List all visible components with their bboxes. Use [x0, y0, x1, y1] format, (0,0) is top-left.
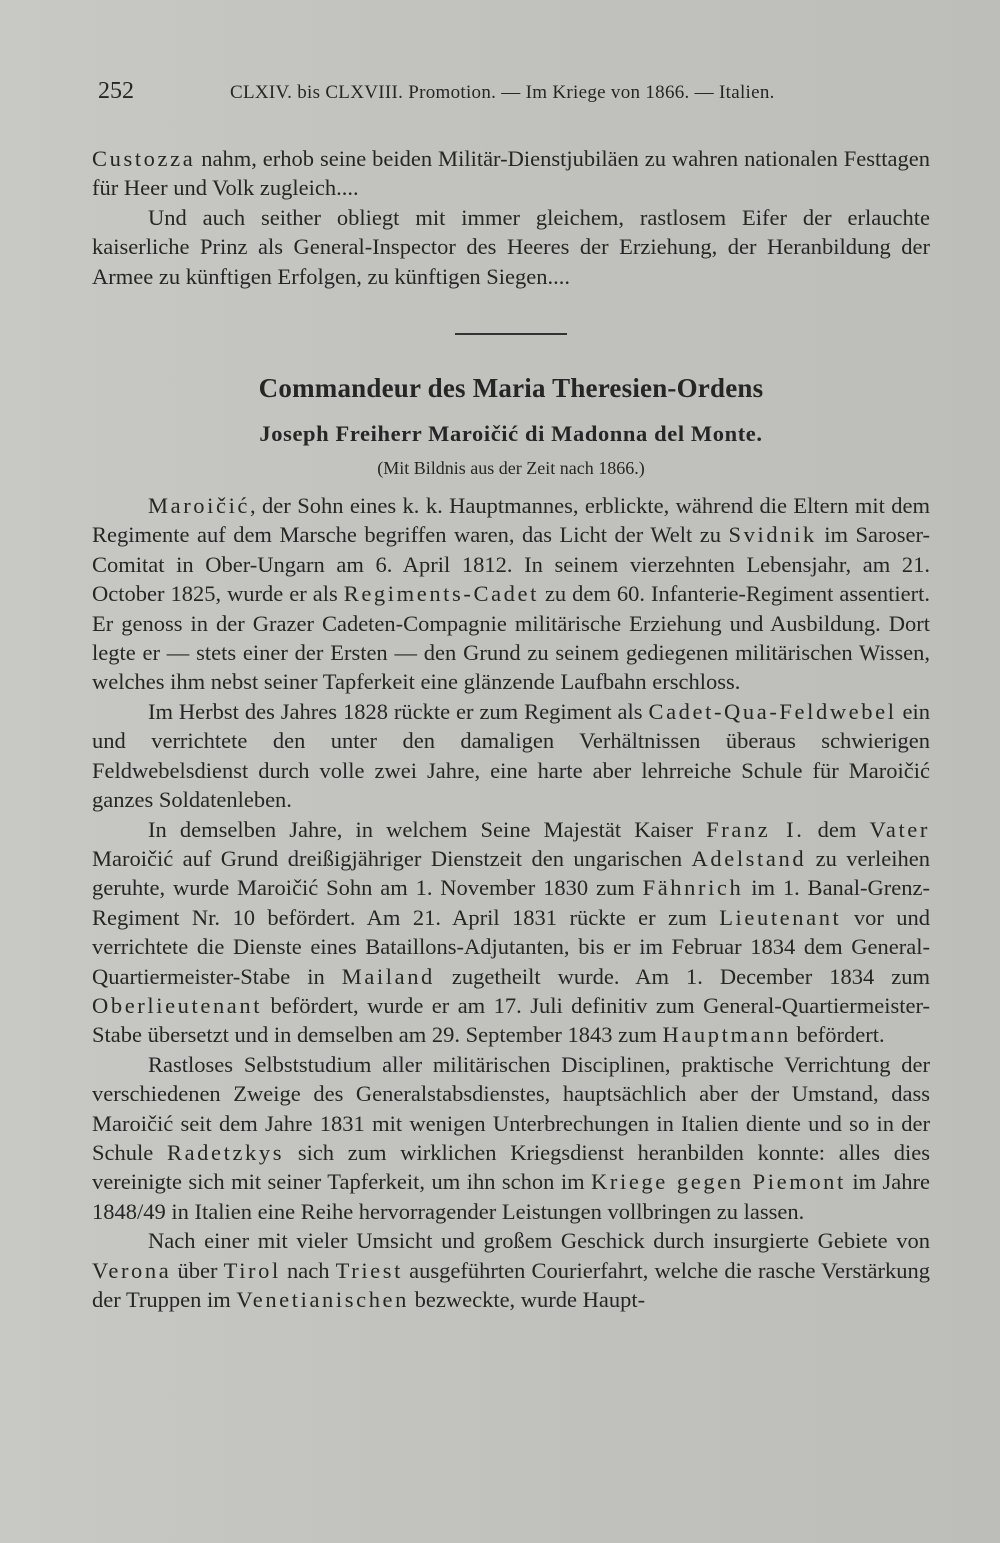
intro-paragraph-1 — [92, 144, 930, 203]
text-run: Nach einer mit vieler Umsicht und großem Geschick durch insurgierte Gebiete von — [148, 1228, 930, 1254]
text-run: nahm, erhob seine beiden Militär-Dienstjubiläen zu wahren nationalen Festtagen für Heer und Volk zugleich.... — [92, 146, 930, 201]
spaced-rank: Hauptmann — [662, 1022, 791, 1048]
spaced-place: Mailand — [341, 963, 435, 989]
spaced-word: Vater — [869, 816, 930, 842]
text-run: Im Herbst des Jahres 1828 rückte er zum Regiment als — [148, 698, 649, 724]
text-run: In demselben Jahre, in welchem Seine Majestät Kaiser — [148, 816, 707, 842]
text-run: im Saroser-Comitat in Ober-Ungarn am 6. April 1812. In seinem vierzehnten Lebensjahr, am 21. October 1825, wurde er als — [92, 522, 930, 607]
page-number: 252 — [98, 78, 134, 104]
spaced-name: Custozza — [92, 146, 196, 171]
intro-text — [92, 144, 930, 291]
body-paragraph-1 — [92, 491, 930, 697]
spaced-name: Radetzkys — [166, 1139, 285, 1165]
spaced-word: Adelstand — [691, 845, 807, 871]
text-run: nach — [280, 1257, 336, 1283]
body-paragraph-3 — [92, 815, 930, 1050]
text-run: über — [171, 1257, 224, 1283]
spaced-rank: Oberlieutenant — [92, 992, 263, 1018]
body-text — [92, 491, 930, 1314]
text-run: zugetheilt wurde. Am 1. December 1834 zum — [434, 963, 930, 989]
text-run: zu verleihen geruhte, wurde Maroičić Sohn am 1. November 1830 zum — [92, 845, 930, 901]
text-run: Rastloses Selbststudium aller militärischen Disciplinen, praktische Verrichtung der verschiedenen Zweige des Generalstabsdienstes, hauptsächlich aber der Umstand, dass Maroičić seit dem Jahre 1831 mit wenigen Unterbrechungen in Italien diente und so in der Schule — [92, 1051, 930, 1165]
text-run: im 1. Banal-Grenz-Regiment Nr. 10 befördert. Am 21. April 1831 rückte er zum — [92, 875, 930, 930]
text-run: ausgeführten Courierfahrt, welche die rasche Verstärkung der Truppen im — [92, 1257, 930, 1312]
spaced-rank: Fähnrich — [642, 875, 744, 901]
section-subtitle: Joseph Freiherr Maroičić di Madonna del Monte. — [259, 421, 763, 447]
text-run: befördert, wurde er am 17. Juli definitiv zum General-Quartiermeister-Stabe übersetzt und in demselben am 29. September 1843 zum — [92, 992, 930, 1048]
spaced-rank: Cadet-Qua-Feldwebel — [648, 698, 897, 724]
spaced-rank: Lieutenant — [719, 904, 842, 930]
spaced-place: Tirol — [223, 1257, 281, 1283]
page-header — [98, 78, 930, 118]
section-divider — [455, 333, 567, 335]
portrait-caption: (Mit Bildnis aus der Zeit nach 1866.) — [377, 458, 645, 479]
section-title: Commandeur des Maria Theresien-Ordens — [258, 373, 764, 404]
body-paragraph-5 — [92, 1226, 930, 1314]
body-paragraph-2 — [92, 697, 930, 815]
intro-paragraph-2: Und auch seither obliegt mit immer gleichem, rastlosem Eifer der erlauchte kaiserliche Prinz als General-Inspector des Heeres der Erziehung, der Heranbildung der Armee zu künftigen Erfolgen, zu künftigen Siegen.... — [92, 204, 930, 289]
spaced-place: Venetianischen — [236, 1287, 409, 1312]
spaced-rank: Regiments-Cadet — [343, 581, 539, 607]
text-run: ein und verrichtete den unter den damaligen Verhältnissen überaus schwierigen Feldwebelsdienst durch volle zwei Jahre, eine harte aber lehrreiche Schule für Maroičić ganzes Soldatenleben. — [92, 698, 930, 813]
spaced-name: Maroičić — [148, 493, 251, 519]
spaced-name: Franz I. — [706, 816, 805, 842]
spaced-place: Verona — [92, 1257, 172, 1283]
text-run: Maroičić auf Grund dreißigjähriger Dienstzeit den ungarischen — [92, 845, 692, 871]
text-run: bezweckte, wurde Haupt- — [409, 1287, 646, 1312]
text-run: zu dem 60. Infanterie-Regiment assentiert. Er genoss in der Grazer Cadeten-Compagnie militärische Erziehung und Ausbildung. Dort legte er — stets einer der Ersten — den Grund zu seinem gediegenen militärischen Wissen, welches ihm nebst seiner Tapferkeit eine glänzende Laufbahn erschloss. — [92, 581, 930, 695]
text-run: , der Sohn eines k. k. Hauptmannes, erblickte, während die Eltern mit dem Regimente auf dem Marsche begriffen waren, das Licht der Welt zu — [92, 493, 930, 548]
text-run: befördert. — [790, 1022, 885, 1048]
text-run: im Jahre 1848/49 in Italien eine Reihe hervorragender Leistungen vollbringen zu lassen. — [92, 1169, 930, 1224]
spaced-place: Triest — [335, 1257, 403, 1283]
body-paragraph-4 — [92, 1050, 930, 1226]
running-head: CLXIV. bis CLXVIII. Promotion. — Im Kriege von 1866. — Italien. — [230, 82, 775, 103]
text-run: sich zum wirklichen Kriegsdienst heranbilden konnte: alles dies vereinigte sich mit seiner Tapferkeit, um ihn schon im — [92, 1139, 930, 1195]
spaced-event: Kriege gegen Piemont — [591, 1169, 846, 1195]
spaced-place: Svidnik — [728, 522, 817, 548]
text-run: dem — [804, 816, 870, 842]
text-run: vor und verrichtete die Dienste eines Bataillons-Adjutanten, bis er im Februar 1834 dem General-Quartiermeister-Stabe in — [92, 904, 930, 989]
